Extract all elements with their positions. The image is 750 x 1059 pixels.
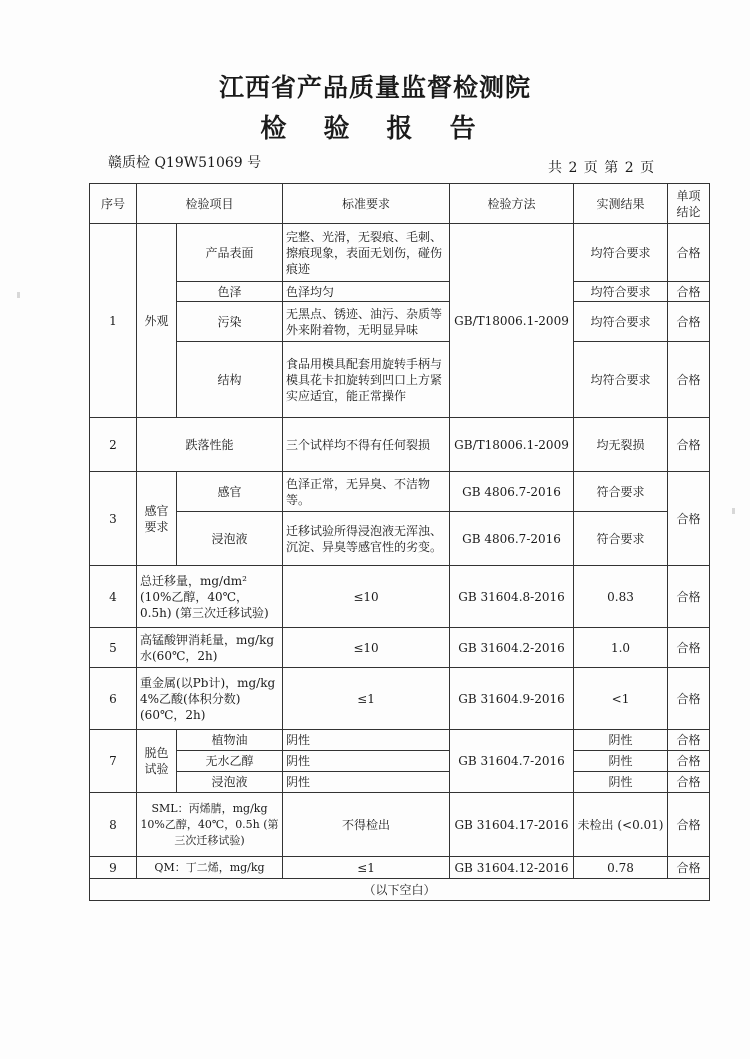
blank-below-note: （以下空白）	[90, 879, 710, 901]
item-cell: 高锰酸钾消耗量，mg/kg 水(60℃，2h)	[137, 628, 283, 668]
table-row	[90, 751, 710, 772]
table-row	[90, 628, 710, 668]
page-indicator: 共 2 页 第 2 页	[548, 160, 656, 176]
col-header-verdict: 单项结论	[668, 184, 710, 224]
standard-cell: 三个试样均不得有任何裂损	[283, 418, 450, 472]
result-cell: 1.0	[574, 628, 668, 668]
col-header-method: 检验方法	[450, 184, 574, 224]
method-cell: GB 31604.8-2016	[450, 566, 574, 628]
item-cell: 总迁移量，mg/dm² (10%乙醇，40℃，0.5h) (第三次迁移试验)	[137, 566, 283, 628]
table-footer-row	[90, 879, 710, 901]
row-number: 1	[90, 224, 137, 418]
verdict-cell: 合格	[668, 418, 710, 472]
report-title: 检 验 报 告	[260, 114, 490, 144]
table-row	[90, 566, 710, 628]
verdict-cell: 合格	[668, 772, 710, 793]
method-cell: GB 31604.17-2016	[450, 793, 574, 857]
table-row	[90, 224, 710, 282]
method-cell: GB 31604.7-2016	[450, 730, 574, 793]
item-cell: 跌落性能	[137, 418, 283, 472]
row-number: 4	[90, 566, 137, 628]
row-number: 9	[90, 857, 137, 879]
table-row	[90, 282, 710, 302]
standard-cell: ≤10	[283, 566, 450, 628]
sub-item: 感官	[177, 472, 283, 512]
item-group: 感官要求	[137, 472, 177, 566]
verdict-cell: 合格	[668, 472, 710, 566]
table-row	[90, 472, 710, 512]
sub-item: 产品表面	[177, 224, 283, 282]
sub-item: 浸泡液	[177, 512, 283, 566]
standard-cell: 食品用模具配套用旋转手柄与模具花卡扣旋转到凹口上方紧实应适宜，能正常操作	[283, 342, 450, 418]
method-cell: GB 4806.7-2016	[450, 472, 574, 512]
item-group: 脱色试验	[137, 730, 177, 793]
standard-cell: 迁移试验所得浸泡液无浑浊、沉淀、异臭等感官性的劣变。	[283, 512, 450, 566]
col-header-standard: 标准要求	[283, 184, 450, 224]
row-number: 6	[90, 668, 137, 730]
standard-cell: 色泽均匀	[283, 282, 450, 302]
result-cell: <1	[574, 668, 668, 730]
result-cell: 均符合要求	[574, 342, 668, 418]
method-cell: GB/T18006.1-2009	[450, 224, 574, 418]
result-cell: 均符合要求	[574, 224, 668, 282]
binding-hole-mark	[17, 292, 20, 298]
col-header-result: 实测结果	[574, 184, 668, 224]
verdict-cell: 合格	[668, 730, 710, 751]
result-cell: 均符合要求	[574, 302, 668, 342]
standard-cell: 阴性	[283, 730, 450, 751]
verdict-cell: 合格	[668, 342, 710, 418]
verdict-cell: 合格	[668, 751, 710, 772]
row-number: 5	[90, 628, 137, 668]
result-cell: 阴性	[574, 772, 668, 793]
col-header-item: 检验项目	[137, 184, 283, 224]
standard-cell: ≤10	[283, 628, 450, 668]
sub-item: 污染	[177, 302, 283, 342]
item-cell: QM：丁二烯，mg/kg	[137, 857, 283, 879]
verdict-cell: 合格	[668, 668, 710, 730]
sub-item: 无水乙醇	[177, 751, 283, 772]
standard-cell: 色泽正常，无异臭、不洁物等。	[283, 472, 450, 512]
row-number: 8	[90, 793, 137, 857]
item-cell: SML：丙烯腈，mg/kg 10%乙醇，40℃，0.5h (第三次迁移试验)	[137, 793, 283, 857]
result-cell: 阴性	[574, 730, 668, 751]
table-row	[90, 857, 710, 879]
method-cell: GB/T18006.1-2009	[450, 418, 574, 472]
verdict-cell: 合格	[668, 224, 710, 282]
table-row	[90, 668, 710, 730]
verdict-cell: 合格	[668, 857, 710, 879]
table-row	[90, 793, 710, 857]
result-cell: 符合要求	[574, 472, 668, 512]
inspection-table	[89, 183, 710, 901]
table-row	[90, 342, 710, 418]
report-number: 赣质检 Q19W51069 号	[108, 155, 262, 171]
method-cell: GB 31604.9-2016	[450, 668, 574, 730]
row-number: 7	[90, 730, 137, 793]
item-group: 外观	[137, 224, 177, 418]
result-cell: 阴性	[574, 751, 668, 772]
standard-cell: 无黑点、锈迹、油污、杂质等外来附着物，无明显异味	[283, 302, 450, 342]
result-cell: 0.83	[574, 566, 668, 628]
item-cell: 重金属(以Pb计)，mg/kg 4%乙酸(体积分数)(60℃，2h)	[137, 668, 283, 730]
standard-cell: 阴性	[283, 751, 450, 772]
method-cell: GB 31604.2-2016	[450, 628, 574, 668]
table-row	[90, 730, 710, 751]
result-cell: 均符合要求	[574, 282, 668, 302]
sub-item: 结构	[177, 342, 283, 418]
table-header-row	[90, 184, 710, 224]
result-cell: 符合要求	[574, 512, 668, 566]
binding-hole-mark	[732, 508, 735, 514]
table-row	[90, 302, 710, 342]
result-cell: 均无裂损	[574, 418, 668, 472]
verdict-cell: 合格	[668, 282, 710, 302]
table-row	[90, 418, 710, 472]
row-number: 3	[90, 472, 137, 566]
method-cell: GB 31604.12-2016	[450, 857, 574, 879]
standard-cell: ≤1	[283, 668, 450, 730]
table-row	[90, 772, 710, 793]
sub-item: 色泽	[177, 282, 283, 302]
result-cell: 0.78	[574, 857, 668, 879]
method-cell: GB 4806.7-2016	[450, 512, 574, 566]
verdict-cell: 合格	[668, 566, 710, 628]
standard-cell: ≤1	[283, 857, 450, 879]
verdict-cell: 合格	[668, 302, 710, 342]
verdict-cell: 合格	[668, 793, 710, 857]
standard-cell: 阴性	[283, 772, 450, 793]
institute-title: 江西省产品质量监督检测院	[218, 73, 531, 102]
sub-item: 植物油	[177, 730, 283, 751]
table-row	[90, 512, 710, 566]
standard-cell: 不得检出	[283, 793, 450, 857]
sub-item: 浸泡液	[177, 772, 283, 793]
col-header-no: 序号	[90, 184, 137, 224]
standard-cell: 完整、光滑，无裂痕、毛刺、擦痕现象，表面无划伤，碰伤痕迹	[283, 224, 450, 282]
verdict-cell: 合格	[668, 628, 710, 668]
result-cell: 未检出 (<0.01)	[574, 793, 668, 857]
row-number: 2	[90, 418, 137, 472]
